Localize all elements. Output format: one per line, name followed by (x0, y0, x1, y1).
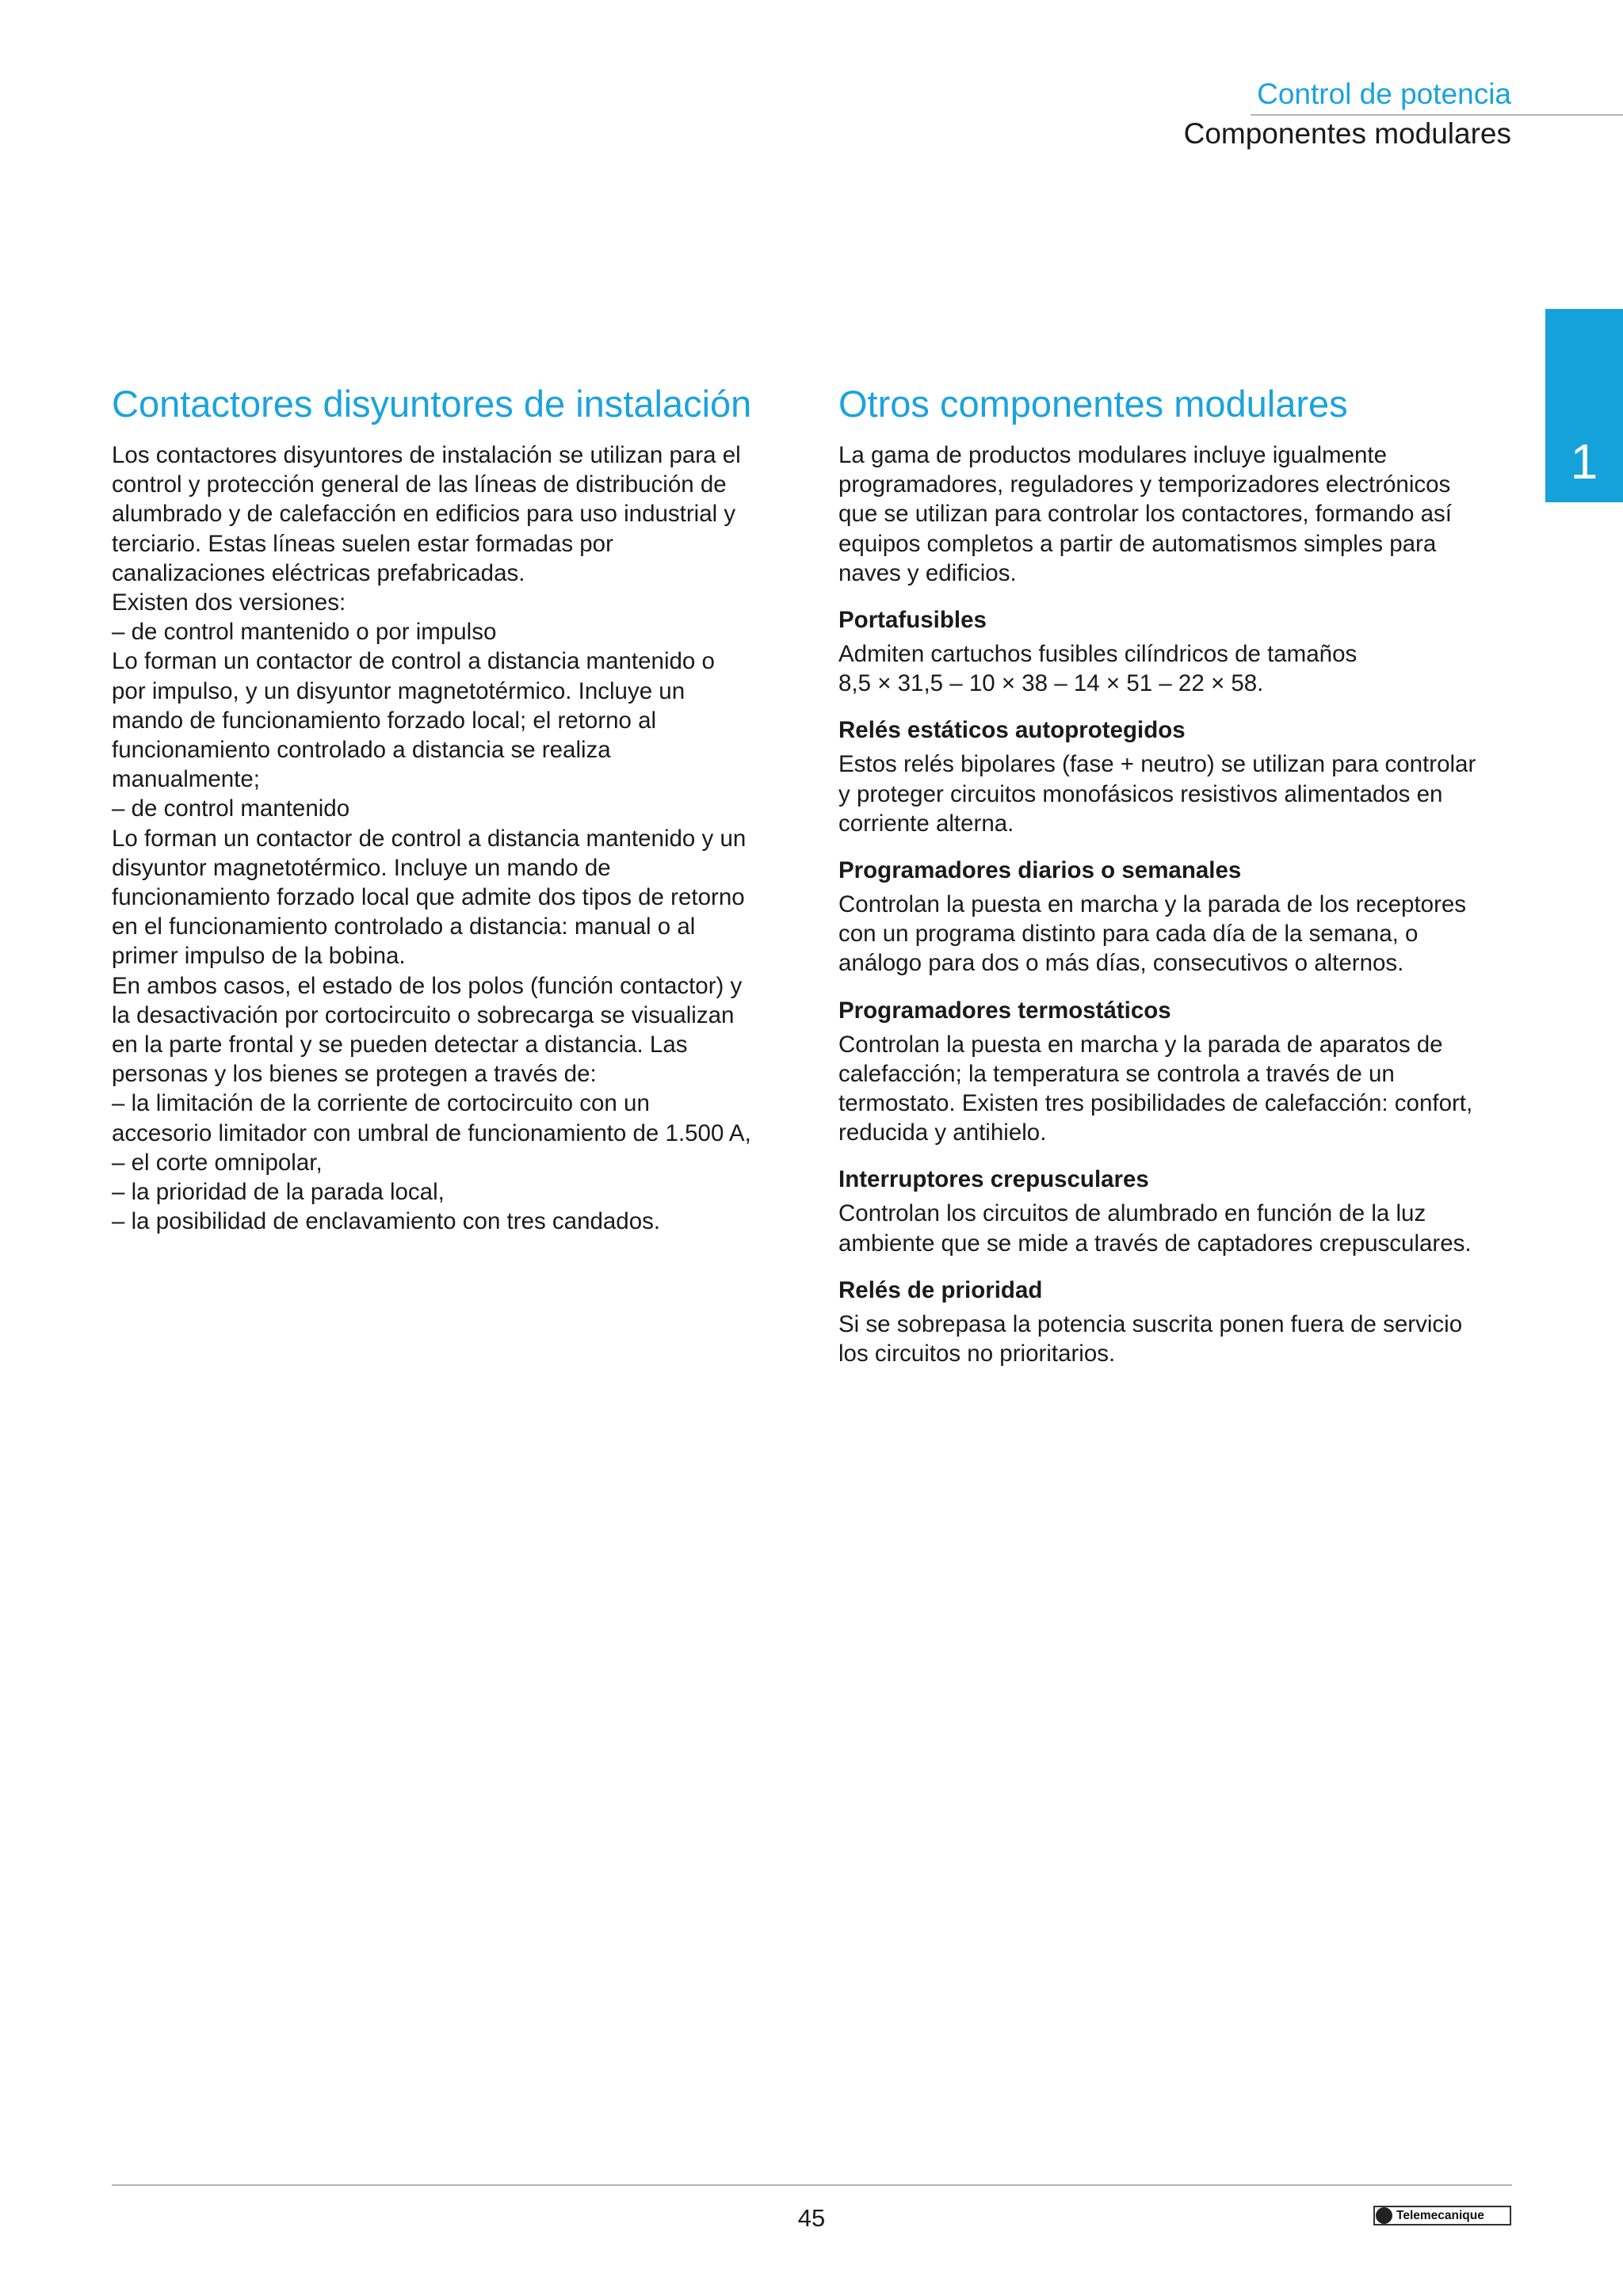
page-number: 45 (797, 2204, 826, 2232)
subsection-line: ambiente que se mide a través de captadores crepusculares. (838, 1230, 1472, 1257)
subsection-line: análogo para dos o más días, consecutivos o alternos. (838, 950, 1404, 977)
subsection-line: los circuitos no prioritarios. (838, 1341, 1116, 1367)
intro-line: La gama de productos modulares incluye igualmente (838, 442, 1388, 468)
paragraph-line: – la posibilidad de enclavamiento con tres candados. (112, 1208, 661, 1235)
subsection-line: termostato. Existen tres posibilidades de calefacción: confort, (838, 1090, 1473, 1117)
paragraph-line: – de control mantenido o por impulso (112, 619, 497, 646)
subsection-heading: Interruptores crepusculares (838, 1166, 1149, 1193)
intro-line: naves y edificios. (838, 559, 1017, 586)
paragraph-line: mando de funcionamiento forzado local; el retorno al (112, 707, 657, 734)
subsection-line: con un programa distinto para cada día de la semana, o (838, 921, 1419, 948)
right-subsections (838, 605, 1520, 1368)
paragraph-line: en el funcionamiento controlado a distancia: manual o al (112, 913, 696, 940)
paragraph-line: Existen dos versiones: (112, 589, 346, 616)
paragraph-line: canalizaciones eléctricas prefabricadas. (112, 559, 525, 586)
chapter-tab (1545, 309, 1623, 502)
subsection-line: Controlan los circuitos de alumbrado en función de la luz (838, 1200, 1426, 1227)
subsection-line: y proteger circuitos monofásicos resistivos alimentados en (838, 780, 1443, 807)
paragraph-line: disyuntor magnetotérmico. Incluye un mando de (112, 854, 611, 881)
paragraph-line: funcionamiento forzado local que admite dos tipos de retorno (112, 884, 745, 911)
subsection-heading: Programadores diarios o semanales (838, 857, 1242, 884)
subsection-line: Controlan la puesta en marcha y la parada de aparatos de (838, 1031, 1443, 1058)
subsection-heading: Relés de prioridad (838, 1276, 1043, 1303)
subsection (838, 605, 1520, 698)
paragraph-line: la desactivación por cortocircuito o sobrecarga se visualizan (112, 1001, 735, 1028)
subsection-heading: Relés estáticos autoprotegidos (838, 717, 1186, 744)
paragraph-line: accesorio limitador con umbral de funcionamiento de 1.500 A, (112, 1119, 751, 1146)
brand-emblem-icon (1376, 2207, 1392, 2224)
paragraph-line: en la parte frontal y se pueden detectar a distancia. Las (112, 1032, 688, 1058)
brand-name: Telemecanique (1396, 2209, 1484, 2222)
right-intro (838, 441, 1520, 588)
paragraph-line: – la prioridad de la parada local, (112, 1179, 445, 1206)
paragraph-line: – de control mantenido (112, 795, 350, 822)
paragraph-line: – el corte omnipolar, (112, 1149, 323, 1176)
footer-divider (112, 2184, 1512, 2186)
intro-line: programadores, reguladores y temporizadores electrónicos (838, 471, 1451, 498)
subsection (838, 856, 1520, 978)
paragraph-line: alumbrado y de calefacción en edificios para uso industrial y (112, 501, 736, 528)
subsection-line: reducida y antihielo. (838, 1119, 1047, 1146)
left-body (112, 441, 793, 1236)
left-section-title: Contactores disyuntores de instalación (112, 383, 752, 425)
subsection (838, 1276, 1520, 1368)
intro-line: que se utilizan para controlar los contactores, formando así (838, 501, 1452, 528)
paragraph-line: Los contactores disyuntores de instalación se utilizan para el (112, 442, 741, 468)
paragraph-line: – la limitación de la corriente de cortocircuito con un (112, 1090, 650, 1117)
paragraph-line: Lo forman un contactor de control a distancia mantenido o (112, 648, 715, 675)
header-section-title: Control de potencia (1257, 78, 1511, 110)
subsection-line: Si se sobrepasa la potencia suscrita ponen fuera de servicio (838, 1310, 1463, 1337)
subsection-line: 8,5 × 31,5 – 10 × 38 – 14 × 51 – 22 × 58. (838, 670, 1264, 697)
paragraph-line: personas y los bienes se protegen a través de: (112, 1061, 597, 1088)
subsection (838, 996, 1520, 1148)
subsection (838, 715, 1520, 838)
subsection-heading: Portafusibles (838, 607, 987, 634)
subsection (838, 1165, 1520, 1257)
subsection-line: calefacción; la temperatura se controla a través de un (838, 1060, 1395, 1087)
header-subsection-title: Componentes modulares (1183, 117, 1511, 150)
paragraph-line: En ambos casos, el estado de los polos (función contactor) y (112, 972, 743, 999)
paragraph-line: funcionamiento controlado a distancia se realiza (112, 737, 611, 764)
brand-logo (1373, 2206, 1511, 2225)
chapter-number: 1 (1570, 435, 1598, 490)
subsection-line: Estos relés bipolares (fase + neutro) se utilizan para controlar (838, 751, 1476, 778)
subsection-line: Controlan la puesta en marcha y la parada de los receptores (838, 891, 1467, 918)
intro-line: equipos completos a partir de automatismos simples para (838, 530, 1437, 557)
subsection-heading: Programadores termostáticos (838, 997, 1171, 1024)
paragraph-line: por impulso, y un disyuntor magnetotérmico. Incluye un (112, 677, 685, 704)
left-column (112, 379, 793, 1236)
paragraph-line: terciario. Estas líneas suelen estar formadas por (112, 530, 613, 557)
right-section-title: Otros componentes modulares (838, 383, 1348, 425)
paragraph-line: Lo forman un contactor de control a distancia mantenido y un (112, 825, 747, 852)
paragraph-line: manualmente; (112, 766, 260, 793)
subsection-line: Admiten cartuchos fusibles cilíndricos de tamaños (838, 641, 1358, 668)
right-column (838, 379, 1520, 1368)
subsection-line: corriente alterna. (838, 810, 1014, 837)
paragraph-line: control y protección general de las líneas de distribución de (112, 471, 727, 498)
paragraph-line: primer impulso de la bobina. (112, 943, 406, 970)
